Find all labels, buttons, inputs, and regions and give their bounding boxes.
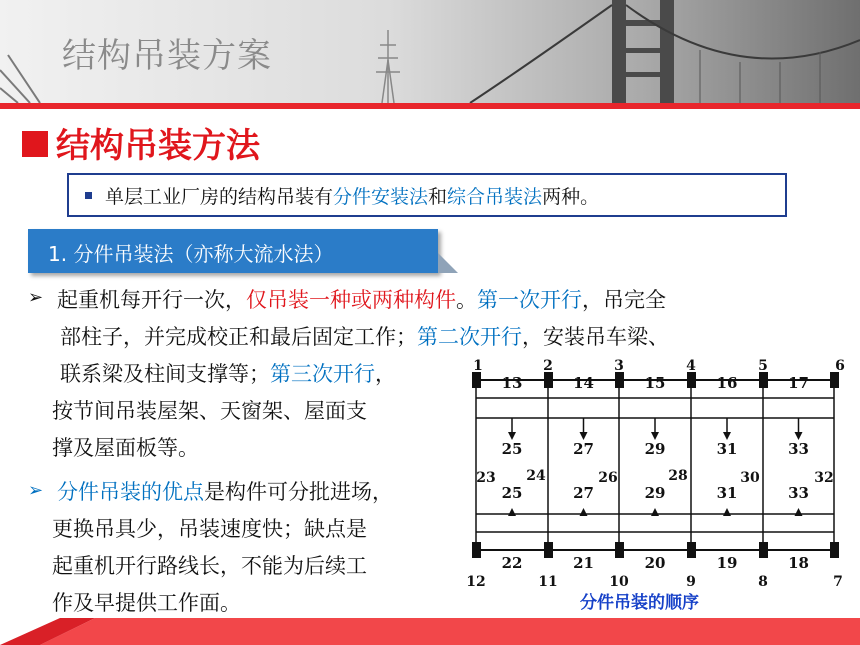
column-block <box>615 372 624 388</box>
column-block <box>472 542 481 558</box>
para1-line2 <box>60 321 669 351</box>
support-label: 23 <box>476 470 496 486</box>
text-segment: 联系梁及柱间支撑等； <box>60 362 270 386</box>
lower-truss-label: 25 <box>501 484 523 502</box>
arrow-bullet-icon: ➢ <box>28 287 44 308</box>
top-column-label: 6 <box>835 358 845 374</box>
top-beam-label: 15 <box>644 374 666 392</box>
bottom-beam-label: 20 <box>644 554 666 572</box>
para2-line1 <box>57 476 393 506</box>
diagram-caption: 分件吊装的顺序 <box>580 593 699 613</box>
intro-text-part: 和 <box>428 186 448 208</box>
up-arrow-head <box>795 508 803 516</box>
bottom-column-label: 7 <box>833 574 843 588</box>
text-highlight-blue: 第三次开行 <box>270 362 375 386</box>
down-arrow-head <box>508 432 516 440</box>
upper-truss-label: 31 <box>716 440 738 458</box>
top-beam-label: 13 <box>501 374 523 392</box>
column-block <box>687 542 696 558</box>
header-divider <box>0 103 860 109</box>
text-segment: ， <box>375 362 396 386</box>
support-label: 30 <box>740 470 760 486</box>
upper-truss-label: 33 <box>788 440 809 458</box>
support-label: 26 <box>598 470 618 486</box>
up-arrow-head <box>651 508 659 516</box>
column-block <box>544 372 553 388</box>
square-bullet-icon <box>22 131 48 157</box>
text-segment: 是构件可分批进场， <box>204 480 393 504</box>
intro-method-1: 分件安装法 <box>333 186 429 208</box>
section-heading: 结构吊装方法 <box>56 126 260 166</box>
para1-line4: 按节间吊装屋架、天窗架、屋面支 <box>52 399 367 423</box>
arrow-bullet-icon: ➢ <box>28 480 44 501</box>
upper-truss-label: 27 <box>573 440 594 458</box>
subsection-title: 1. 分件吊装法（亦称大流水法） <box>48 242 334 266</box>
text-segment: 。 <box>456 288 477 312</box>
top-beam-label: 16 <box>716 374 738 392</box>
para2-line4: 作及早提供工作面。 <box>52 591 241 615</box>
intro-text <box>105 182 599 209</box>
bottom-column-label: 8 <box>758 574 768 588</box>
top-column-label: 2 <box>543 358 553 374</box>
lower-truss-label: 33 <box>788 484 809 502</box>
intro-text-part: 单层工业厂房的结构吊装有 <box>105 186 334 208</box>
column-block <box>615 542 624 558</box>
bottom-beam-label: 19 <box>716 554 738 572</box>
bottom-beam-label: 21 <box>573 554 594 572</box>
text-segment: ，吊完全 <box>582 288 666 312</box>
down-arrow-head <box>795 432 803 440</box>
lifting-sequence-diagram <box>462 350 850 588</box>
bottom-column-label: 9 <box>686 574 696 588</box>
up-arrow-head <box>723 508 731 516</box>
text-highlight-blue: 分件吊装的优点 <box>57 480 204 504</box>
column-block <box>687 372 696 388</box>
bottom-beam-label: 22 <box>501 554 523 572</box>
lower-truss-label: 27 <box>573 484 594 502</box>
column-block <box>472 372 481 388</box>
bottom-column-label: 10 <box>609 574 629 588</box>
banner-fold-shape <box>438 253 458 273</box>
support-label: 28 <box>668 468 688 484</box>
para2-line2: 更换吊具少，吊装速度快；缺点是 <box>52 517 367 541</box>
top-column-label: 3 <box>614 358 624 374</box>
upper-truss-label: 25 <box>501 440 523 458</box>
para1-line1 <box>57 284 666 314</box>
column-block <box>830 372 839 388</box>
intro-method-2: 综合吊装法 <box>447 186 543 208</box>
intro-text-part: 两种。 <box>542 186 600 208</box>
lower-truss-label: 31 <box>716 484 738 502</box>
up-arrow-head <box>580 508 588 516</box>
top-beam-label: 17 <box>788 374 809 392</box>
column-block <box>759 542 768 558</box>
text-highlight-blue: 第二次开行 <box>417 325 522 349</box>
column-block <box>830 542 839 558</box>
support-label: 32 <box>814 470 834 486</box>
intro-box <box>67 173 787 217</box>
top-column-label: 5 <box>758 358 768 374</box>
text-highlight-blue: 第一次开行 <box>477 288 582 312</box>
top-column-label: 4 <box>686 358 696 374</box>
upper-truss-label: 29 <box>644 440 666 458</box>
text-segment: 起重机每开行一次， <box>57 288 246 312</box>
para2-line3: 起重机开行路线长，不能为后续工 <box>52 554 367 578</box>
down-arrow-head <box>651 432 659 440</box>
top-column-label: 1 <box>473 358 483 374</box>
square-bullet-icon <box>85 192 92 199</box>
page-title: 结构吊装方案 <box>62 36 272 76</box>
bottom-column-label: 11 <box>538 574 558 588</box>
header-banner <box>0 0 860 103</box>
text-highlight-red: 仅吊装一种或两种构件 <box>246 288 456 312</box>
lower-truss-label: 29 <box>644 484 666 502</box>
subsection-banner <box>28 229 438 273</box>
up-arrow-head <box>508 508 516 516</box>
para1-line5: 撑及屋面板等。 <box>52 436 199 460</box>
column-block <box>544 542 553 558</box>
down-arrow-head <box>723 432 731 440</box>
bottom-beam-label: 18 <box>788 554 809 572</box>
down-arrow-head <box>580 432 588 440</box>
para1-line3 <box>60 358 396 388</box>
column-block <box>759 372 768 388</box>
text-segment: ，安装吊车梁、 <box>522 325 669 349</box>
footer-decoration <box>0 618 860 645</box>
bottom-column-label: 12 <box>466 574 486 588</box>
top-beam-label: 14 <box>573 374 594 392</box>
text-segment: 部柱子，并完成校正和最后固定工作； <box>60 325 417 349</box>
support-label: 24 <box>526 468 546 484</box>
